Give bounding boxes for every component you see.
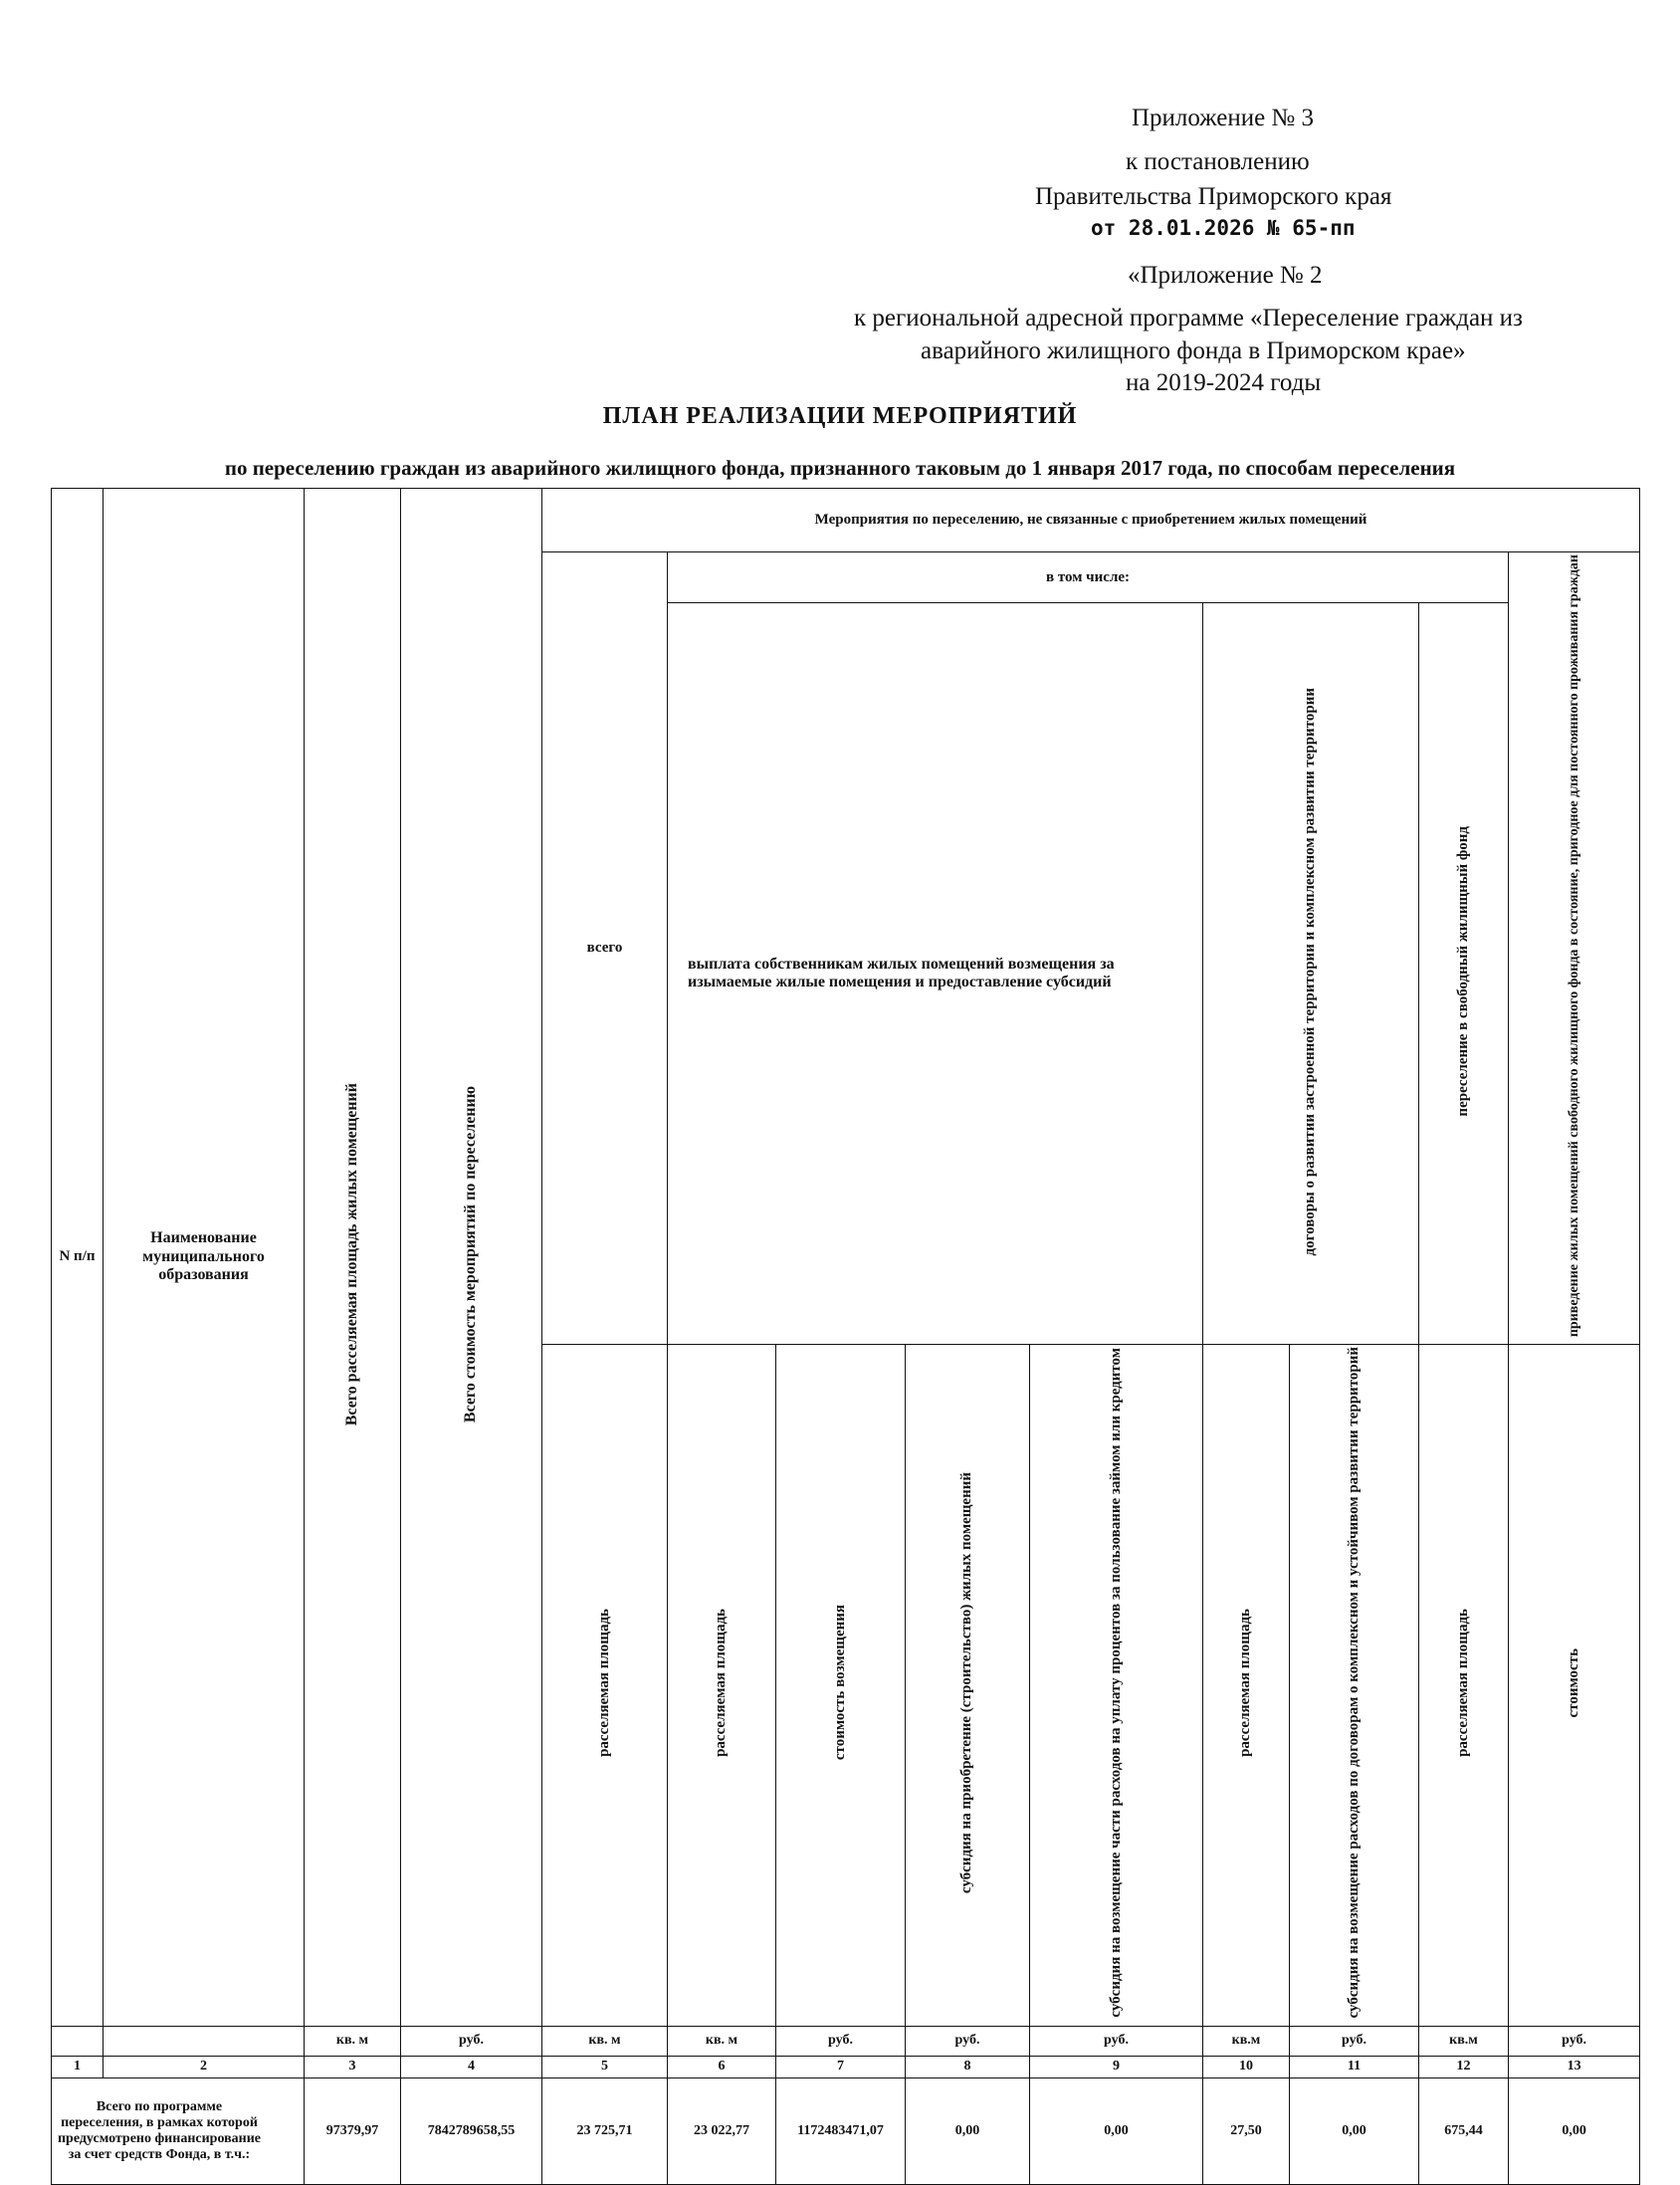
appendix-title: Приложение № 3 bbox=[1132, 105, 1315, 131]
sub-header-col12 bbox=[1419, 1345, 1509, 2027]
col-header-total-cost-text: Всего стоимость мероприятий по переселению bbox=[462, 1086, 480, 1423]
unit-cell: руб. bbox=[1509, 2026, 1640, 2056]
column-number: 3 bbox=[305, 2056, 401, 2077]
col12-value: 675,44 bbox=[1419, 2077, 1509, 2184]
unit-cell: руб. bbox=[906, 2026, 1030, 2056]
unit-cell: руб. bbox=[776, 2026, 906, 2056]
column-number: 2 bbox=[104, 2056, 305, 2077]
sub-header-col7-text: стоимость возмещения bbox=[831, 1605, 848, 1761]
col-header-total-area bbox=[305, 489, 401, 2027]
column-number: 6 bbox=[668, 2056, 776, 2077]
column-number: 12 bbox=[1419, 2056, 1509, 2077]
col8-value: 0,00 bbox=[906, 2077, 1030, 2184]
plan-subtitle: по переселению граждан из аварийного жилищного фонда, признанного таковым до 1 января 2017 года, по способам переселения bbox=[224, 456, 1456, 480]
col7-value: 1172483471,07 bbox=[776, 2077, 906, 2184]
program-name-line2: аварийного жилищного фонда в Приморском крае» bbox=[921, 337, 1466, 364]
sub-header-col6 bbox=[668, 1345, 776, 2027]
group-header-total: всего bbox=[542, 552, 668, 1345]
unit-cell: кв. м bbox=[668, 2026, 776, 2056]
column-number: 10 bbox=[1203, 2056, 1290, 2077]
column-number: 11 bbox=[1290, 2056, 1419, 2077]
sub-header-col5 bbox=[542, 1345, 668, 2027]
column-number: 13 bbox=[1509, 2056, 1640, 2077]
col6-value: 23 022,77 bbox=[668, 2077, 776, 2184]
program-name-line3: на 2019-2024 годы bbox=[1126, 369, 1322, 396]
group-header-resettle-text: переселение в свободный жилищный фонд bbox=[1454, 825, 1471, 1117]
total-row-label: Всего по программе переселения, в рамках которой предусмотрено финансирование за счет средств Фонда, в т.ч.: bbox=[52, 2077, 305, 2184]
unit-cell: кв.м bbox=[1419, 2026, 1509, 2056]
group-header-bringing bbox=[1509, 552, 1640, 1345]
unit-cell: кв.м bbox=[1203, 2026, 1290, 2056]
group-header-contracts-text: договоры о развитии застроенной территории и комплексном развитии территории bbox=[1302, 687, 1319, 1255]
group-header-contracts bbox=[1203, 603, 1419, 1345]
col-header-total-cost bbox=[401, 489, 542, 2027]
column-number: 7 bbox=[776, 2056, 906, 2077]
group-header-resettle bbox=[1419, 603, 1509, 1345]
group-header-including: в том числе: bbox=[668, 552, 1509, 603]
total-area-value: 97379,97 bbox=[305, 2077, 401, 2184]
resolution-reference: к постановлению bbox=[1126, 148, 1310, 175]
sub-header-col9-text: субсидия на возмещение части расходов на уплату процентов за пользование займом или кредитом bbox=[1107, 1348, 1124, 2018]
sub-header-col12-text: расселяемая площадь bbox=[1454, 1608, 1471, 1757]
appendix2-title: «Приложение № 2 bbox=[1128, 262, 1323, 289]
col10-value: 27,50 bbox=[1203, 2077, 1290, 2184]
sub-header-col13-text: стоимость bbox=[1565, 1647, 1581, 1718]
column-number: 9 bbox=[1030, 2056, 1203, 2077]
group-header-main: Мероприятия по переселению, не связанные с приобретением жилых помещений bbox=[542, 489, 1640, 552]
sub-header-col6-text: расселяемая площадь bbox=[713, 1608, 730, 1757]
group-header-payment: выплата собственникам жилых помещений возмещения за изымаемые жилые помещения и предоставление субсидий bbox=[668, 603, 1203, 1345]
col-header-total-area-text: Всего расселяемая площадь жилых помещений bbox=[342, 1083, 360, 1426]
sub-header-col5-text: расселяемая площадь bbox=[595, 1608, 612, 1757]
unit-cell: кв. м bbox=[305, 2026, 401, 2056]
col9-value: 0,00 bbox=[1030, 2077, 1203, 2184]
government-name: Правительства Приморского края bbox=[1035, 183, 1392, 210]
col-header-municipality: Наименование муниципального образования bbox=[104, 489, 305, 2027]
unit-cell: кв. м bbox=[542, 2026, 668, 2056]
col13-value: 0,00 bbox=[1509, 2077, 1640, 2184]
sub-header-col11 bbox=[1290, 1345, 1419, 2027]
sub-header-col10-text: расселяемая площадь bbox=[1237, 1608, 1254, 1757]
unit-spacer bbox=[104, 2026, 305, 2056]
column-number: 8 bbox=[906, 2056, 1030, 2077]
column-number: 5 bbox=[542, 2056, 668, 2077]
unit-cell: руб. bbox=[401, 2026, 542, 2056]
col-header-np: N п/п bbox=[52, 489, 104, 2027]
total-cost-value: 7842789658,55 bbox=[401, 2077, 542, 2184]
resolution-date-number: от 28.01.2026 № 65-пп bbox=[1091, 216, 1356, 240]
unit-cell: руб. bbox=[1290, 2026, 1419, 2056]
unit-cell: руб. bbox=[1030, 2026, 1203, 2056]
group-header-bringing-text: приведение жилых помещений свободного жилищного фонда в состояние, пригодное для постоянного проживания граждан bbox=[1566, 554, 1581, 1338]
table-row-total bbox=[52, 2077, 1640, 2184]
program-name-line1: к региональной адресной программе «Переселение граждан из bbox=[854, 305, 1523, 331]
unit-spacer bbox=[52, 2026, 104, 2056]
plan-table bbox=[51, 488, 1640, 2185]
col11-value: 0,00 bbox=[1290, 2077, 1419, 2184]
sub-header-col8-text: субсидия на приобретение (строительство) жилых помещений bbox=[958, 1471, 975, 1893]
column-number: 1 bbox=[52, 2056, 104, 2077]
column-number: 4 bbox=[401, 2056, 542, 2077]
sub-header-col10 bbox=[1203, 1345, 1290, 2027]
sub-header-col9 bbox=[1030, 1345, 1203, 2027]
sub-header-col8 bbox=[906, 1345, 1030, 2027]
sub-header-col13 bbox=[1509, 1345, 1640, 2027]
plan-title: ПЛАН РЕАЛИЗАЦИИ МЕРОПРИЯТИЙ bbox=[602, 403, 1078, 429]
sub-header-col11-text: субсидия на возмещение расходов по договорам о комплексном и устойчивом развитии территорий bbox=[1345, 1347, 1362, 2019]
sub-header-col7 bbox=[776, 1345, 906, 2027]
col5-value: 23 725,71 bbox=[542, 2077, 668, 2184]
